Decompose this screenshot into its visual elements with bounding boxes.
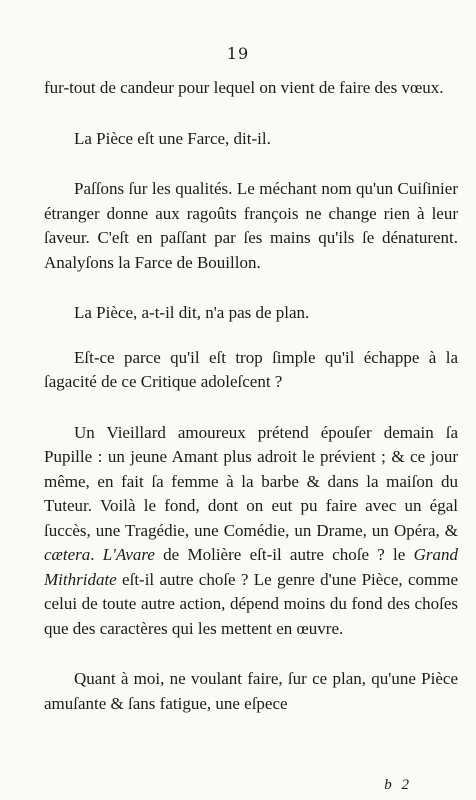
paragraph-6-part-4: eſt-il autre choſe ? Le genre d'une Pièce, comme celui de toute autre action, dépend moins du fond des choſes que des caractères qui les mettent en œuvre. [44,569,458,638]
paragraph-3: Paſſons ſur les qualités. Le méchant nom qu'un Cuiſinier étranger donne aux ragoûts françois ne change rien à leur ſaveur. C'eſt en paſſant par ſes mains qu'ils ſe dénaturent. Analyſons la Farce de Bouillon. [44,179,458,272]
italic-lavare: L'Avare [102,545,155,564]
paragraph-4: La Pièce, a-t-il dit, n'a pas de plan. [74,303,310,322]
body-text [44,76,458,742]
paragraph-6-part-1: Un Vieillard amoureux prétend épouſer demain ſa Pupille : un jeune Amant plus adroit le prévient ; & ce jour même, en fait ſa femme à la barbe & dans la maiſon du Tuteur. Voilà le fond, dont on eut pu faire avec un égal ſuccès, une Tragédie, une Comédie, un Drame, un Opéra, & [44,422,458,540]
paragraph-7: Quant à moi, ne voulant faire, ſur ce plan, qu'une Pièce amuſante & ſans fatigue, une eſpece [44,669,458,713]
italic-grand-mithridate: Grand Mithridate [44,545,459,589]
paragraph-6-part-3: de Molière eſt-il autre choſe ? le [154,545,414,564]
page-number: 19 [226,44,250,63]
paragraph-1: fur-tout de candeur pour lequel on vient de faire des vœux. [44,78,444,97]
paragraph-2: La Pièce eſt une Farce, dit-il. [74,128,271,148]
italic-caetera: cætera [44,545,91,564]
signature-mark: b 2 [384,777,412,793]
paragraph-6 [44,421,458,642]
paragraph-6-part-2: . [90,545,103,564]
paragraph-5: Eſt-ce parce qu'il eſt trop ſimple qu'il échappe à la ſagacité de ce Critique adoleſcent ? [44,347,458,391]
